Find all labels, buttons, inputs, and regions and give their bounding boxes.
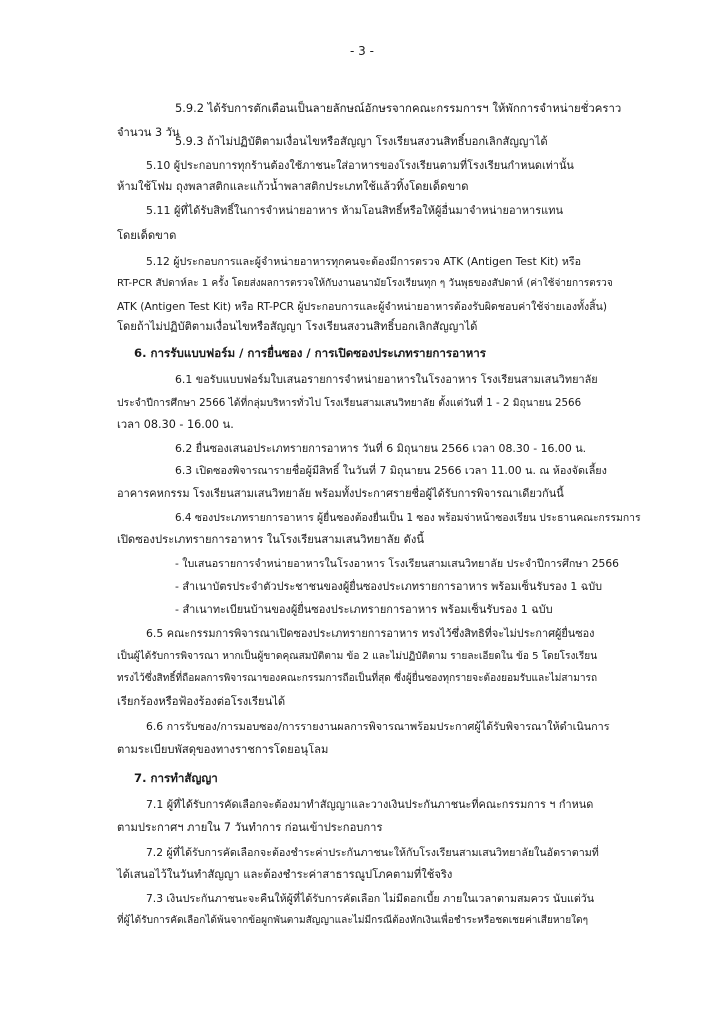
- clause-6-2: 6.2 ยื่นซองเสนอประเภทรายการอาหาร วันที่ 6 มิถุนายน 2566 เวลา 08.30 - 16.00 น.: [175, 442, 587, 455]
- clause-6-4-item-1: - ใบเสนอรายการจำหน่ายอาหารในโรงอาหาร โรงเรียนสามเสนวิทยาลัย ประจำปีการศึกษา 2566: [175, 557, 619, 570]
- clause-6-4-item-3: - สำเนาทะเบียนบ้านของผู้ยื่นซองประเภทรายการอาหาร พร้อมเซ็นรับรอง 1 ฉบับ: [175, 603, 553, 616]
- clause-5-9-2: 5.9.2 ได้รับการตักเตือนเป็นลายลักษณ์อักษรจากคณะกรรมการฯ ให้พักการจำหน่ายชั่วคราว: [175, 101, 622, 115]
- clause-7-3-cont: ที่ผู้ได้รับการคัดเลือกได้พ้นจากข้อผูกพันตามสัญญาและไม่มีกรณีต้องหักเงินเพื่อชำระหรือชดเชยค่าเสียหายใดๆ: [117, 915, 589, 926]
- clause-6-4-item-2: - สำเนาบัตรประจำตัวประชาชนของผู้ยื่นซองประเภทรายการอาหาร พร้อมเซ็นรับรอง 1 ฉบับ: [175, 580, 603, 593]
- clause-6-3: 6.3 เปิดซองพิจารณารายชื่อผู้มีสิทธิ์ ในวันที่ 7 มิถุนายน 2566 เวลา 11.00 น. ณ ห้องจัดเลี้ยง: [175, 464, 607, 477]
- clause-6-4: 6.4 ซองประเภทรายการอาหาร ผู้ยื่นซองต้องยื่นเป็น 1 ซอง พร้อมจ่าหน้าซองเรียน ประธานคณะกรรมการ: [175, 512, 641, 524]
- clause-6-4-cont: เปิดซองประเภทรายการอาหาร ในโรงเรียนสามเสนวิทยาลัย ดังนี้: [117, 533, 425, 546]
- clause-7-1: 7.1 ผู้ที่ได้รับการคัดเลือกจะต้องมาทำสัญญาและวางเงินประกันภาชนะที่คณะกรรมการ ฯ กำหนด: [146, 798, 594, 811]
- clause-6-5-cont-3: เรียกร้องหรือฟ้องร้องต่อโรงเรียนได้: [117, 695, 286, 708]
- clause-7-2: 7.2 ผู้ที่ได้รับการคัดเลือกจะต้องชำระค่าประกันภาชนะให้กับโรงเรียนสามเสนวิทยาลัยในอัตราตามที่: [146, 846, 599, 859]
- section-7-heading: 7. การทำสัญญา: [134, 771, 218, 785]
- clause-7-2-cont: ได้เสนอไว้ในวันทำสัญญา และต้องชำระค่าสาธารณูปโภคตามที่ใช้จริง: [117, 868, 453, 881]
- clause-7-3: 7.3 เงินประกันภาชนะจะคืนให้ผู้ที่ได้รับการคัดเลือก ไม่มีดอกเบี้ย ภายในเวลาตามสมควร นับแต่วัน: [146, 892, 595, 905]
- clause-5-12-cont-2: ATK (Antigen Test Kit) หรือ RT-PCR ผู้ประกอบการและผู้จำหน่ายอาหารต้องรับผิดชอบค่าใช้จ่ายเองทั้งสิ้น): [117, 301, 607, 313]
- clause-6-1: 6.1 ขอรับแบบฟอร์มใบเสนอรายการจำหน่ายอาหารในโรงอาหาร โรงเรียนสามเสนวิทยาลัย: [175, 373, 598, 386]
- clause-6-6-cont: ตามระเบียบพัสดุของทางราชการโดยอนุโลม: [117, 743, 329, 756]
- clause-6-5-cont-1: เป็นผู้ได้รับการพิจารณา หากเป็นผู้ขาดคุณสมบัติตาม ข้อ 2 และไม่ปฏิบัติตาม รายละเอียดใน ข้อ 5 โดยโรงเรียน: [117, 651, 598, 662]
- clause-6-5: 6.5 คณะกรรมการพิจารณาเปิดซองประเภทรายการอาหาร ทรงไว้ซึ่งสิทธิที่จะไม่ประกาศผู้ยื่นซอง: [146, 627, 595, 640]
- clause-6-1-cont-1: ประจำปีการศึกษา 2566 ได้ที่กลุ่มบริหารทั่วไป โรงเรียนสามเสนวิทยาลัย ตั้งแต่วันที่ 1 - 2 มิถุนายน 2566: [117, 397, 582, 409]
- clause-7-1-cont: ตามประกาศฯ ภายใน 7 วันทำการ ก่อนเข้าประกอบการ: [117, 821, 383, 834]
- clause-5-12: 5.12 ผู้ประกอบการและผู้จำหน่ายอาหารทุกคนจะต้องมีการตรวจ ATK (Antigen Test Kit) หรือ: [146, 255, 582, 268]
- clause-6-3-cont: อาคารคหกรรม โรงเรียนสามเสนวิทยาลัย พร้อมทั้งประกาศรายชื่อผู้ได้รับการพิจารณาเดียวกันนี้: [117, 487, 564, 500]
- clause-5-12-cont-3: โดยถ้าไม่ปฏิบัติตามเงื่อนไขหรือสัญญา โรงเรียนสงวนสิทธิ์บอกเลิกสัญญาได้: [117, 320, 478, 333]
- clause-5-9-2-cont: จำนวน 3 วัน: [117, 126, 180, 139]
- clause-5-9-3: 5.9.3 ถ้าไม่ปฏิบัติตามเงื่อนไขหรือสัญญา โรงเรียนสงวนสิทธิ์บอกเลิกสัญญาได้: [175, 135, 548, 148]
- section-6-heading: 6. การรับแบบฟอร์ม / การยื่นซอง / การเปิดซองประเภทรายการอาหาร: [134, 346, 486, 360]
- page-number: - 3 -: [350, 44, 374, 58]
- clause-5-11-cont: โดยเด็ดขาด: [117, 229, 177, 242]
- clause-5-12-cont-1: RT-PCR สัปดาห์ละ 1 ครั้ง โดยส่งผลการตรวจให้กับงานอนามัยโรงเรียนทุก ๆ วันพุธของสัปดาห์ (ค่าใช้จ่ายการตรวจ: [117, 278, 613, 289]
- clause-5-10: 5.10 ผู้ประกอบการทุกร้านต้องใช้ภาชนะใส่อาหารของโรงเรียนตามที่โรงเรียนกำหนดเท่านั้น: [146, 159, 574, 172]
- clause-6-5-cont-2: ทรงไว้ซึ่งสิทธิ์ที่ถือผลการพิจารณาของคณะกรรมการถือเป็นที่สุด ซึ่งผู้ยื่นซองทุกรายจะต้องยอมรับและไม่สามารถ: [117, 673, 598, 684]
- clause-5-10-cont: ห้ามใช้โฟม ถุงพลาสติกและแก้วน้ำพลาสติกประเภทใช้แล้วทิ้งโดยเด็ดขาด: [117, 180, 469, 193]
- clause-5-11: 5.11 ผู้ที่ได้รับสิทธิ์ในการจำหน่ายอาหาร ห้ามโอนสิทธิ์หรือให้ผู้อื่นมาจำหน่ายอาหารแทน: [146, 204, 563, 217]
- clause-6-6: 6.6 การรับซอง/การมอบซอง/การรายงานผลการพิจารณาพร้อมประกาศผู้ได้รับพิจารณาให้ดำเนินการ: [146, 720, 610, 733]
- clause-6-1-cont-2: เวลา 08.30 - 16.00 น.: [117, 418, 234, 431]
